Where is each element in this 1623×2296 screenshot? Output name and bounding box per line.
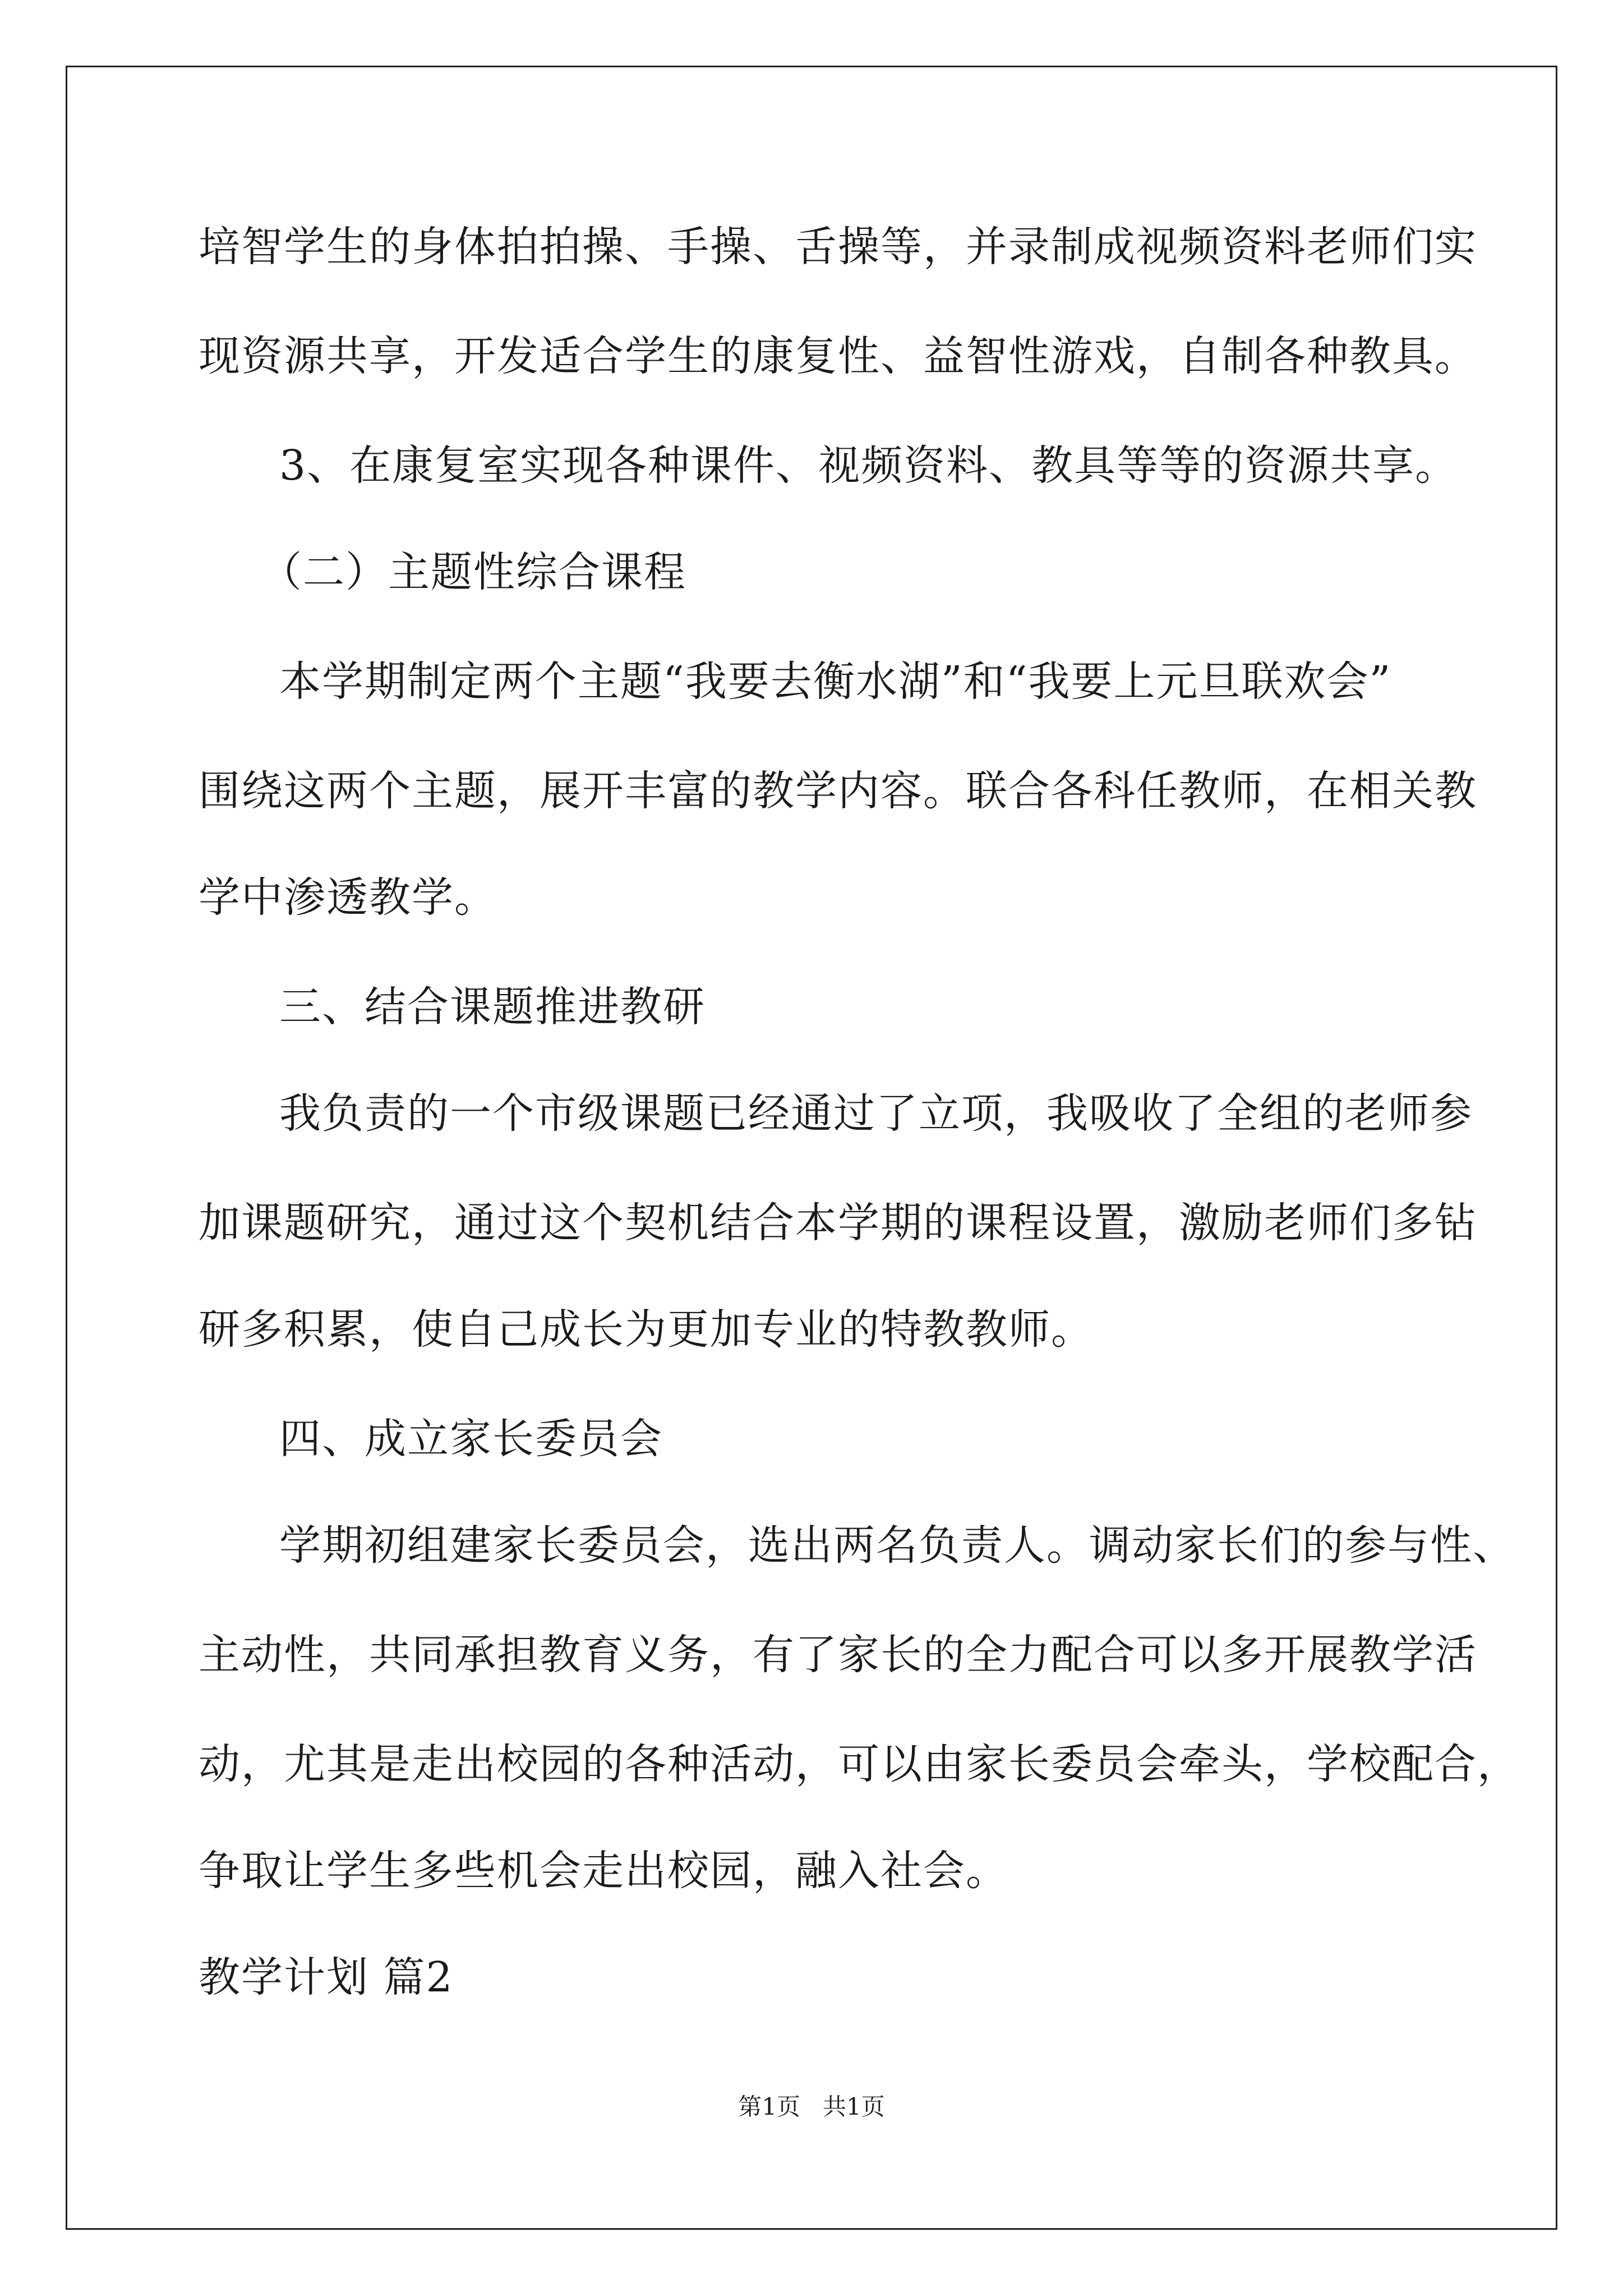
text-line: 培智学生的身体拍拍操、手操、舌操等，并录制成视频资料老师们实	[199, 223, 1477, 271]
text-line: 3、在康复室实现各种课件、视频资料、教具等等的资源共享。	[279, 441, 1458, 490]
text-line: 围绕这两个主题，展开丰富的教学内容。联合各科任教师，在相关教	[199, 767, 1477, 815]
text-line: 本学期制定两个主题“我要去衡水湖”和“我要上元旦联欢会”	[279, 657, 1392, 706]
text-line: 研多积累，使自己成长为更加专业的特教教师。	[199, 1305, 1094, 1354]
text-line: 主动性，共同承担教育义务，有了家长的全力配合可以多开展教学活	[199, 1631, 1477, 1679]
text-line: 争取让学生多些机会走出校园，融入社会。	[199, 1847, 1008, 1895]
page-frame	[66, 66, 1557, 2230]
section-heading: 四、成立家长委员会	[279, 1415, 663, 1463]
text-line: 现资源共享，开发适合学生的康复性、益智性游戏，自制各种教具。	[199, 332, 1477, 380]
text-line: 我负责的一个市级课题已经通过了立项，我吸收了全组的老师参	[279, 1089, 1473, 1138]
text-line: 学中渗透教学。	[199, 873, 497, 922]
document-heading: 教学计划 篇2	[199, 1953, 454, 2001]
text-line: 动，尤其是走出校园的各种活动，可以由家长委员会牵头，学校配合，	[199, 1740, 1520, 1788]
section-heading: 三、结合课题推进教研	[279, 983, 706, 1031]
text-line: 学期初组建家长委员会，选出两名负责人。调动家长们的参与性、	[279, 1521, 1515, 1570]
page-number-footer: 第1页 共1页	[738, 2093, 885, 2120]
text-line: 加课题研究，通过这个契机结合本学期的课程设置，激励老师们多钻	[199, 1199, 1477, 1247]
section-heading: （二）主题性综合课程	[260, 548, 686, 596]
